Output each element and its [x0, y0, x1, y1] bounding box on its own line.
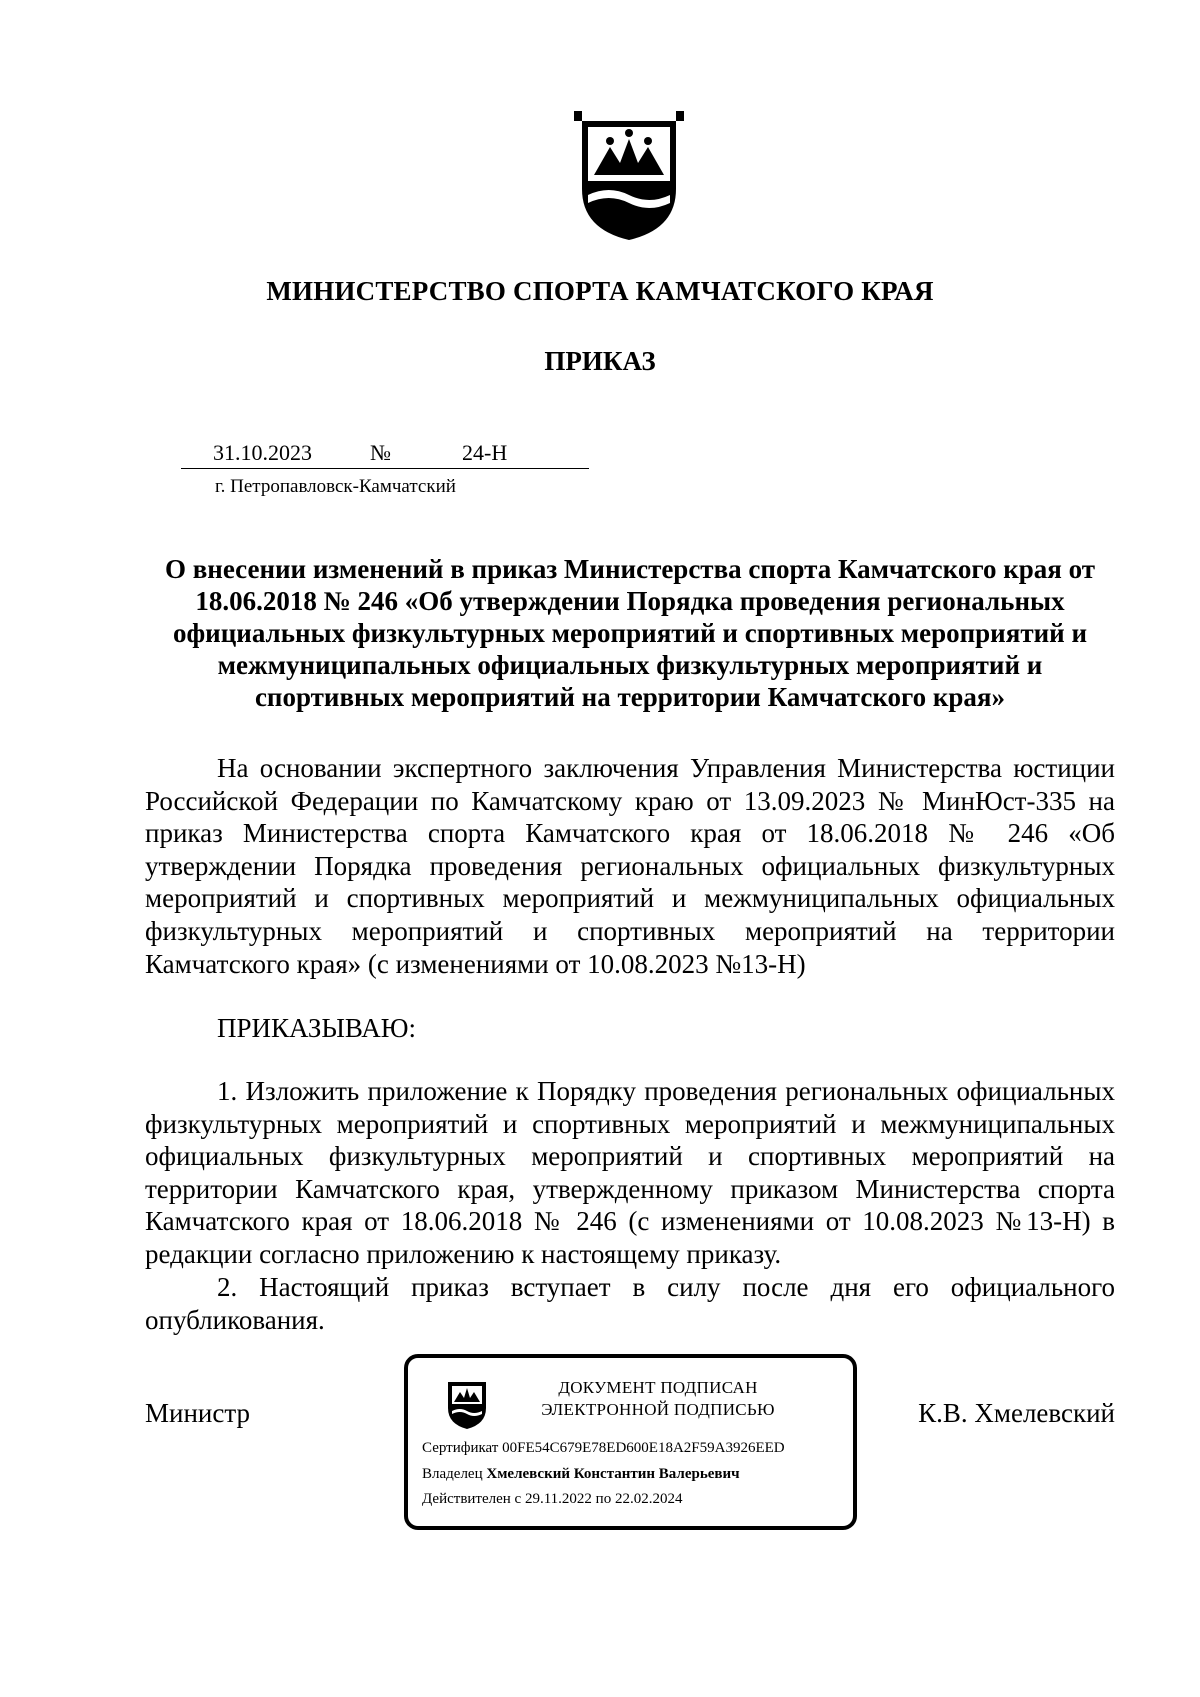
- stamp-validity-row: [422, 1491, 682, 1508]
- stamp-certificate-row: [422, 1440, 785, 1457]
- document-city: г. Петропавловск-Камчатский: [215, 476, 456, 497]
- owner-label: Владелец: [422, 1466, 483, 1482]
- valid-to-label: по: [595, 1491, 612, 1507]
- document-number: 24-Н: [462, 440, 508, 465]
- stamp-heading-1: ДОКУМЕНТ ПОДПИСАН: [558, 1378, 758, 1397]
- valid-from: 29.11.2022: [524, 1491, 592, 1507]
- document-date: 31.10.2023: [213, 440, 312, 465]
- valid-label: Действителен с: [422, 1491, 522, 1507]
- signer-role: Министр: [145, 1398, 250, 1428]
- signer-name: К.В. Хмелевский: [918, 1398, 1115, 1428]
- owner-value: Хмелевский Константин Валерьевич: [486, 1466, 740, 1482]
- ministry-name: МИНИСТЕРСТВО СПОРТА КАМЧАТСКОГО КРАЯ: [266, 276, 934, 306]
- basis-paragraph: На основании экспертного заключения Управления Министерства юстиции Российской Федерации по Камчатскому краю от 13.09.2023 № МинЮст-335 на приказ Министерства спорта Камчатского края от 18.06.2018 № 246 «Об утверждении Порядка проведения региональных официальных физкультурных мероприятий и спортивных мероприятий и межмуниципальных официальных физкультурных мероприятий и спортивных мероприятий на территории Камчатского края» (с изменениями от 10.08.2023 №13-Н): [145, 753, 1115, 979]
- order-item-2: 2. Настоящий приказ вступает в силу после дня его официального опубликования.: [145, 1272, 1115, 1335]
- stamp-heading-2: ЭЛЕКТРОННОЙ ПОДПИСЬЮ: [541, 1400, 775, 1419]
- stamp-emblem-icon: [446, 1378, 488, 1430]
- document-title: О внесении изменений в приказ Министерства спорта Камчатского края от 18.06.2018 № 246 «Об утверждении Порядка проведения региональных официальных физкультурных мероприятий и спортивных мероприятий и межмуниципальных официальных физкультурных мероприятий и спортивных мероприятий на территории Камчатского края»: [164, 554, 1096, 712]
- document-type: ПРИКАЗ: [544, 346, 656, 376]
- number-sign: №: [370, 440, 391, 465]
- document-meta-line: [181, 440, 589, 469]
- stamp-owner-row: [422, 1466, 740, 1483]
- decree-heading: ПРИКАЗЫВАЮ:: [217, 1013, 416, 1043]
- certificate-label: Сертификат: [422, 1440, 499, 1456]
- certificate-value: 00FE54C679E78ED600E18A2F59A3926EED: [502, 1440, 785, 1456]
- order-item-1: 1. Изложить приложение к Порядку проведения региональных официальных физкультурных мероприятий и спортивных мероприятий и межмуниципальных официальных физкультурных мероприятий и спортивных мероприятий на территории Камчатского края, утвержденному приказом Министерства спорта Камчатского края от 18.06.2018 № 246 (с изменениями от 10.08.2023 №13-Н) в редакции согласно приложению к настоящему приказу.: [145, 1076, 1115, 1269]
- kamchatka-emblem-icon: [574, 111, 684, 242]
- electronic-signature-stamp: [404, 1354, 857, 1530]
- valid-to: 22.02.2024: [614, 1491, 683, 1507]
